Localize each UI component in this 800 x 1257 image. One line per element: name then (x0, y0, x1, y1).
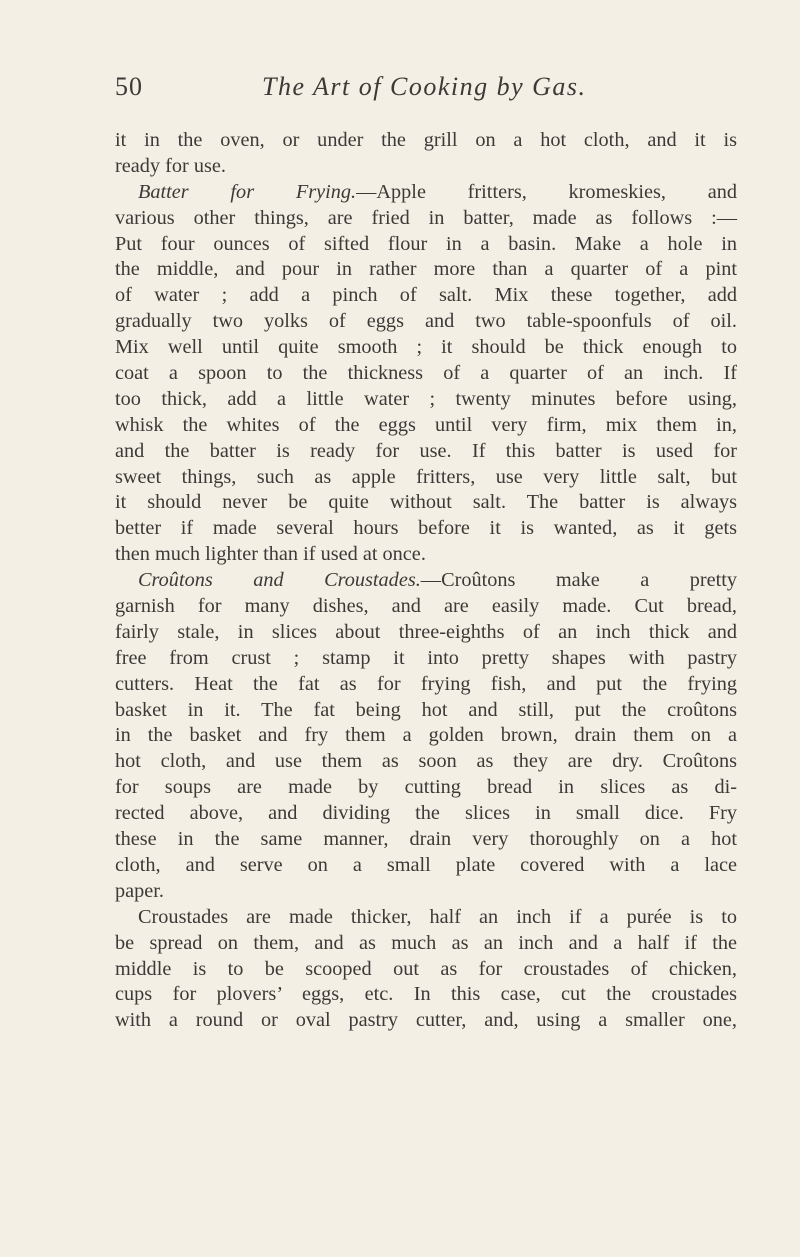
text-line: hot cloth, and use them as soon as they are dry. Croûtons (115, 750, 737, 773)
body-text (115, 128, 737, 1034)
text-run: —Apple fritters, kromeskies, and (356, 180, 737, 203)
text-line: basket in it. The fat being hot and still, put the croûtons (115, 698, 737, 721)
text-line: these in the same manner, drain very thoroughly on a hot (115, 828, 737, 851)
paragraph-first-line (115, 568, 737, 594)
text-line: Put four ounces of sifted flour in a basin. Make a hole in (115, 232, 737, 255)
text-line: for soups are made by cutting bread in slices as di- (115, 776, 737, 799)
text-line: cutters. Heat the fat as for frying fish, and put the frying (115, 672, 737, 695)
text-line: whisk the whites of the eggs until very firm, mix them in, (115, 413, 737, 436)
text-line: better if made several hours before it is wanted, as it gets (115, 517, 737, 540)
text-line: of water ; add a pinch of salt. Mix these together, add (115, 284, 737, 307)
text-line: sweet things, such as apple fritters, use very little salt, but (115, 465, 737, 488)
book-title: The Art of Cooking by Gas. (262, 72, 587, 101)
section-heading-croutons: Croûtons and Croustades. (138, 569, 421, 592)
text-line: then much lighter than if used at once. (115, 543, 426, 566)
text-line: with a round or oval pastry cutter, and, using a smaller one, (115, 1009, 737, 1032)
text-line: cups for plovers’ eggs, etc. In this case, cut the croustades (115, 983, 737, 1006)
paragraph-first-line (115, 180, 737, 206)
text-line: paper. (115, 879, 164, 902)
text-line: too thick, add a little water ; twenty minutes before using, (115, 387, 737, 410)
text-line: the middle, and pour in rather more than a quarter of a pint (115, 258, 737, 281)
text-line: ready for use. (115, 154, 226, 177)
text-line: middle is to be scooped out as for croustades of chicken, (115, 957, 737, 980)
text-run: —Croûtons make a pretty (420, 569, 738, 592)
text-line: it should never be quite without salt. The batter is always (115, 491, 737, 514)
running-head (115, 72, 715, 112)
text-line: coat a spoon to the thickness of a quarter of an inch. If (115, 362, 737, 385)
text-line: gradually two yolks of eggs and two table-spoonfuls of oil. (115, 310, 737, 333)
text-line: free from crust ; stamp it into pretty shapes with pastry (115, 646, 737, 669)
text-line: in the basket and fry them a golden brown, drain them on a (115, 724, 737, 747)
text-line: various other things, are fried in batter, made as follows :— (115, 206, 737, 229)
text-line: be spread on them, and as much as an inch and a half if the (115, 931, 737, 954)
text-line: rected above, and dividing the slices in small dice. Fry (115, 802, 737, 825)
text-line: Mix well until quite smooth ; it should be thick enough to (115, 336, 737, 359)
section-heading-batter: Batter for Frying. (138, 180, 357, 203)
paragraph-first-line: Croustades are made thicker, half an inch if a purée is to (138, 905, 737, 928)
page-number: 50 (115, 72, 143, 101)
text-line: and the batter is ready for use. If this batter is used for (115, 439, 737, 462)
text-line: garnish for many dishes, and are easily made. Cut bread, (115, 595, 737, 618)
text-line: it in the oven, or under the grill on a hot cloth, and it is (115, 129, 737, 151)
text-line: cloth, and serve on a small plate covered with a lace (115, 853, 737, 876)
text-line: fairly stale, in slices about three-eighths of an inch thick and (115, 620, 737, 643)
